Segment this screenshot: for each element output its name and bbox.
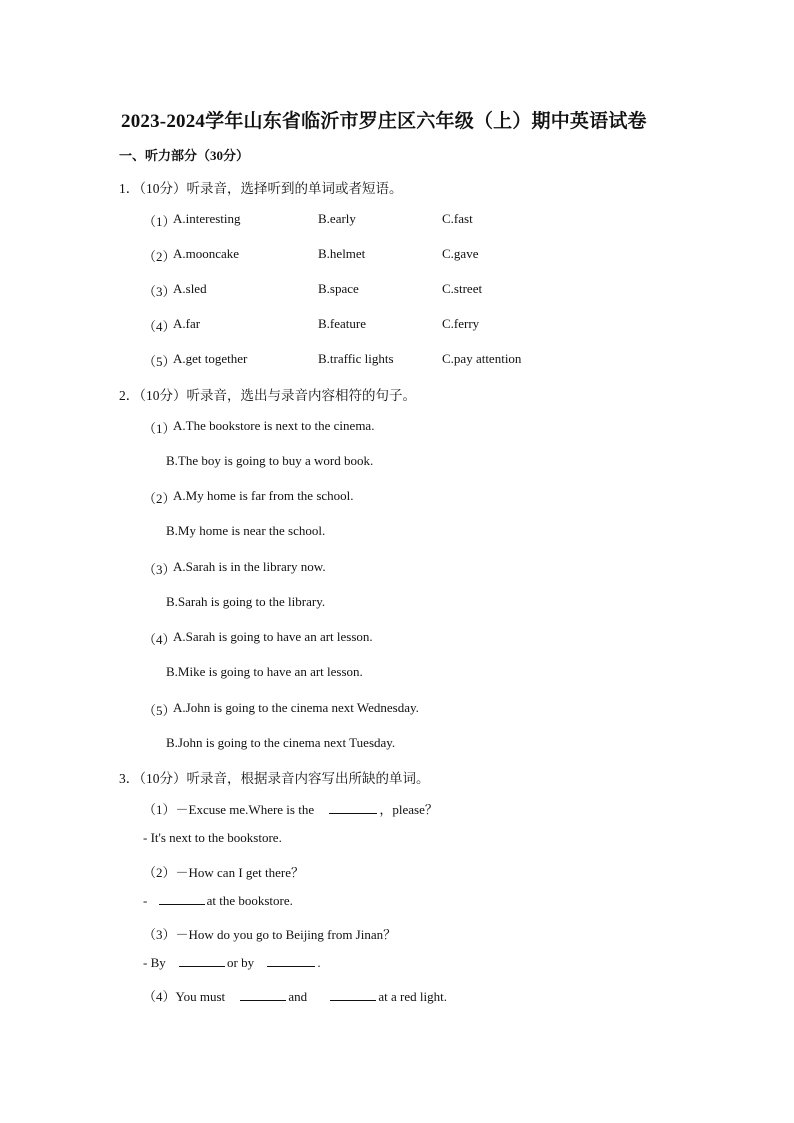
q2-item-number: （4） [143,632,176,647]
q2-item-number: （1） [143,421,176,436]
q3-text: - By [143,955,166,970]
q2-option-a: A.John is going to the cinema next Wednesday. [173,700,419,715]
q2-option-a: A.My home is far from the school. [173,488,354,503]
q1-option-b: B.helmet [318,246,366,261]
q3-line-6 [143,955,321,971]
q1-row-number: （1） [143,214,176,229]
q1-row-number: （3） [143,284,176,299]
answer-blank[interactable] [330,989,376,1001]
question-2-heading: 2．（10分）听录音，选出与录音内容相符的句子。 [119,388,416,403]
q1-option-c: C.street [442,281,483,296]
q2-item-number: （5） [143,703,176,718]
page-title: 2023-2024学年山东省临沂市罗庄区六年级（上）期中英语试卷 [121,111,647,132]
q3-text: . [317,955,321,970]
q1-row-number: （2） [143,249,176,264]
q2-option-a: A.Sarah is in the library now. [173,559,326,574]
q2-option-b: B.My home is near the school. [166,523,326,538]
q1-row-number: （4） [143,319,176,334]
q1-option-c: C.ferry [442,316,480,331]
q3-text: at the bookstore. [206,893,293,908]
q3-text: and [288,989,308,1004]
section-heading-listening: 一、听力部分（30分） [119,148,250,163]
q3-line-5: （3）－How do you go to Beijing from Jinan？ [143,927,397,942]
q1-option-c: C.fast [442,211,473,226]
q3-line-3: （2）－How can I get there？ [143,865,305,880]
q2-item-number: （3） [143,562,176,577]
q1-option-a: A.sled [173,281,207,296]
answer-blank[interactable] [179,955,225,967]
q1-option-c: C.pay attention [442,351,522,366]
question-3-heading: 3．（10分）听录音，根据录音内容写出所缺的单词。 [119,771,430,786]
answer-blank[interactable] [240,989,286,1001]
q1-option-a: A.far [173,316,201,331]
q3-line-4 [143,893,293,909]
q3-text: ，please？ [379,802,438,817]
q3-text: （4）You must [143,989,226,1004]
q3-text: （1）－Excuse me.Where is the [143,802,315,817]
answer-blank[interactable] [267,955,315,967]
answer-blank[interactable] [159,893,205,905]
question-1-heading: 1．（10分）听录音，选择听到的单词或者短语。 [119,181,403,196]
q3-text: at a red light. [378,989,447,1004]
q2-item-number: （2） [143,491,176,506]
q2-option-b: B.Mike is going to have an art lesson. [166,664,363,679]
q3-text: - [143,893,148,908]
q2-option-a: A.The bookstore is next to the cinema. [173,418,375,433]
q2-option-b: B.The boy is going to buy a word book. [166,453,374,468]
q3-line-2: - It's next to the bookstore. [143,830,282,845]
q1-option-c: C.gave [442,246,479,261]
q2-option-a: A.Sarah is going to have an art lesson. [173,629,373,644]
q1-option-a: A.get together [173,351,248,366]
q1-row-number: （5） [143,354,176,369]
q3-text: or by [227,955,255,970]
q1-option-a: A.mooncake [173,246,240,261]
q1-option-b: B.early [318,211,356,226]
q3-line-1 [143,799,438,818]
q1-option-a: A.interesting [173,211,241,226]
q2-option-b: B.John is going to the cinema next Tuesday. [166,735,396,750]
q2-option-b: B.Sarah is going to the library. [166,594,326,609]
q1-option-b: B.traffic lights [318,351,394,366]
q1-option-b: B.space [318,281,359,296]
q1-option-b: B.feature [318,316,367,331]
q3-line-7 [143,986,447,1005]
answer-blank[interactable] [329,802,377,814]
